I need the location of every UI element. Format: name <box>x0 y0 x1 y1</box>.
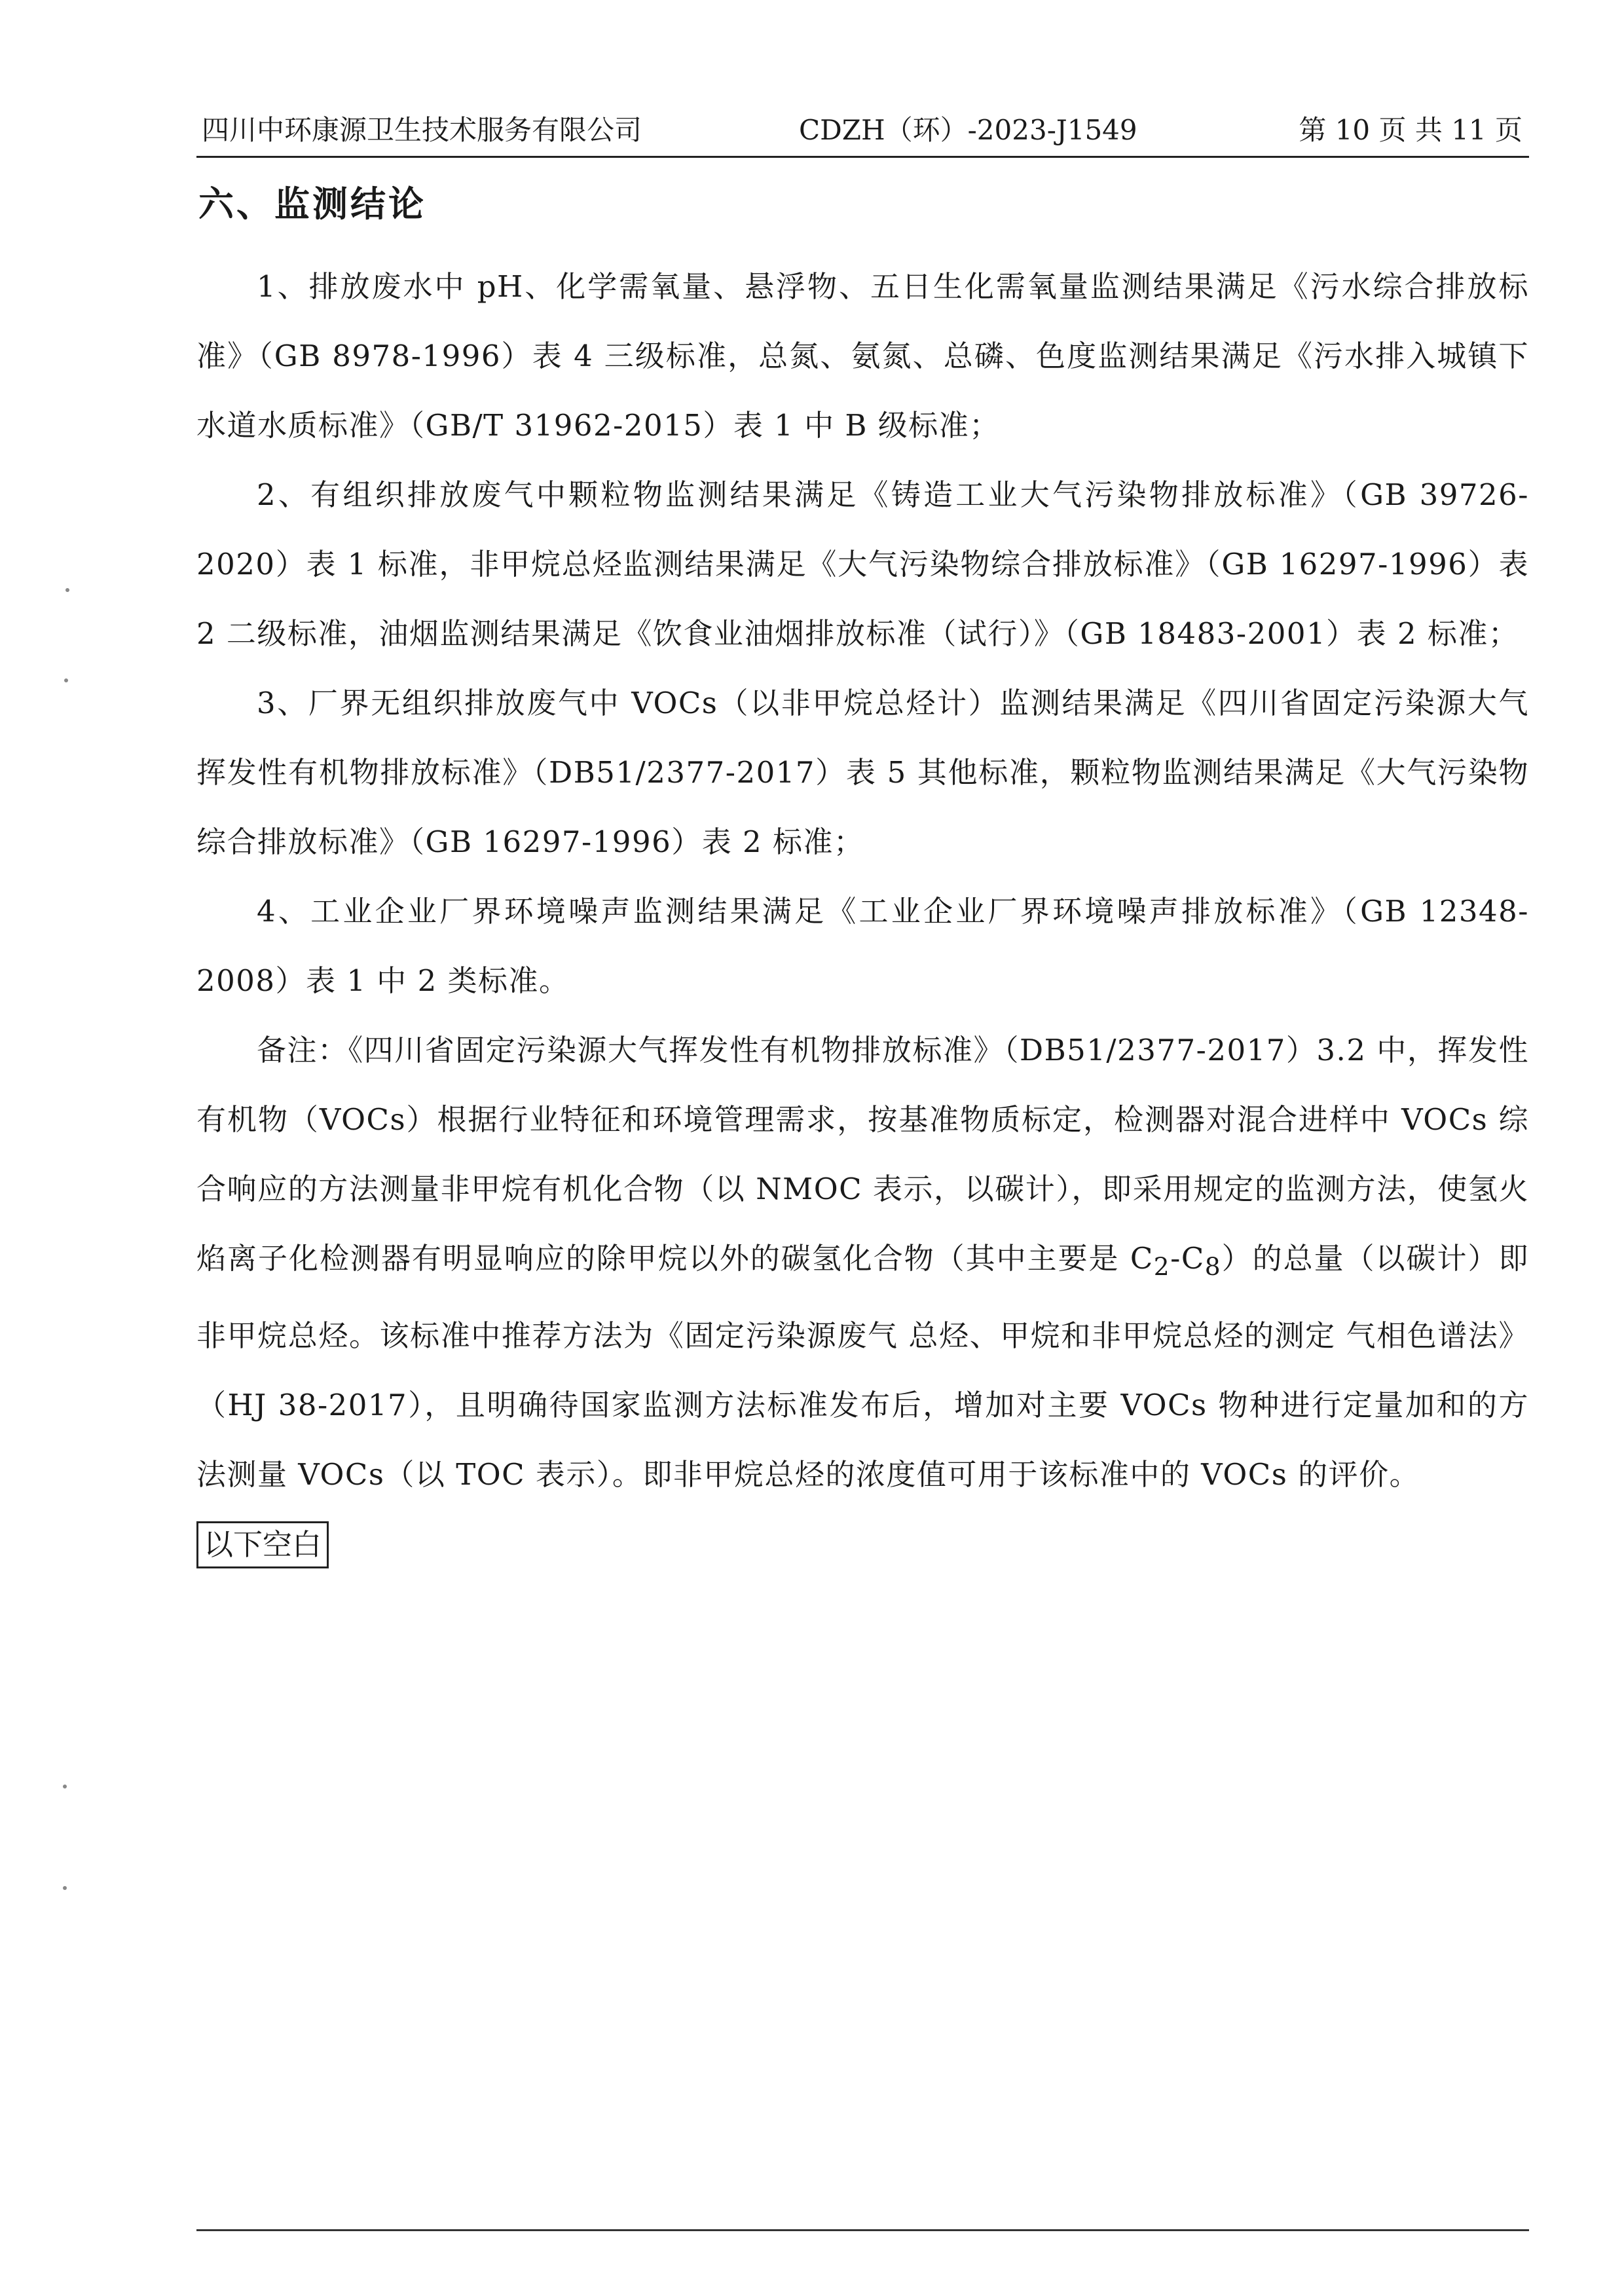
conclusion-item-organized-exhaust: 2、有组织排放废气中颗粒物监测结果满足《铸造工业大气污染物排放标准》（GB 39726-2020）表 1 标准，非甲烷总烃监测结果满足《大气污染物综合排放标准》（GB 16297-1996）表 2 二级标准，油烟监测结果满足《饮食业油烟排放标准（试行）》（GB 18483-2001）表 2 标准； <box>196 477 1529 651</box>
page-header <box>196 110 1529 151</box>
conclusion-body <box>196 252 1529 1568</box>
footer-divider <box>196 2229 1529 2231</box>
header-company-name: 四川中环康源卫生技术服务有限公司 <box>202 114 642 146</box>
scan-speck <box>63 1785 67 1788</box>
header-report-number: CDZH（环）-2023-J1549 <box>799 114 1137 146</box>
remark-text-mid: -C <box>1170 1241 1205 1276</box>
scan-speck <box>64 678 68 682</box>
scan-speck <box>65 588 69 592</box>
end-of-content-mark: 以下空白 <box>196 1521 329 1568</box>
conclusion-item-fugitive-exhaust: 3、厂界无组织排放废气中 VOCs（以非甲烷总烃计）监测结果满足《四川省固定污染源大气挥发性有机物排放标准》（DB51/2377-2017）表 5 其他标准，颗粒物监测结果满足《大气污染物综合排放标准》（GB 16297-1996）表 2 标准； <box>196 686 1529 859</box>
section-title: 六、监测结论 <box>198 183 426 225</box>
remark-text-start: 备注：《四川省固定污染源大气挥发性有机物排放标准》（DB51/2377-2017）3.2 中，挥发性有机物（VOCs）根据行业特征和环境管理需求，按基准物质标定，检测器对混合进样中 VOCs 综合响应的方法测量非甲烷有机化合物（以 NMOC 表示，以碳计），即采用规定的监测方法，使氢火焰离子化检测器有明显响应的除甲烷以外的碳氢化合物（其中主要是 C <box>196 1033 1529 1276</box>
remark-subscript-c2: 2 <box>1153 1252 1171 1281</box>
scan-speck <box>63 1886 67 1890</box>
header-page-number: 第 10 页 共 11 页 <box>1299 114 1522 146</box>
remark-paragraph <box>196 1016 1529 1509</box>
conclusion-item-wastewater: 1、排放废水中 pH、化学需氧量、悬浮物、五日生化需氧量监测结果满足《污水综合排放标准》（GB 8978-1996）表 4 三级标准，总氮、氨氮、总磷、色度监测结果满足《污水排入城镇下水道水质标准》（GB/T 31962-2015）表 1 中 B 级标准； <box>196 269 1529 443</box>
remark-subscript-c8: 8 <box>1204 1252 1222 1281</box>
remark-text-end: ）的总量（以碳计）即非甲烷总烃。该标准中推荐方法为《固定污染源废气 总烃、甲烷和非甲烷总烃的测定 气相色谱法》（HJ 38-2017），且明确待国家监测方法标准发布后，增加对主要 VOCs 物种进行定量加和的方法测量 VOCs（以 TOC 表示）。即非甲烷总烃的浓度值可用于该标准中的 VOCs 的评价。 <box>196 1241 1529 1492</box>
conclusion-item-noise: 4、工业企业厂界环境噪声监测结果满足《工业企业厂界环境噪声排放标准》（GB 12348-2008）表 1 中 2 类标准。 <box>196 894 1529 998</box>
header-divider <box>196 156 1529 158</box>
